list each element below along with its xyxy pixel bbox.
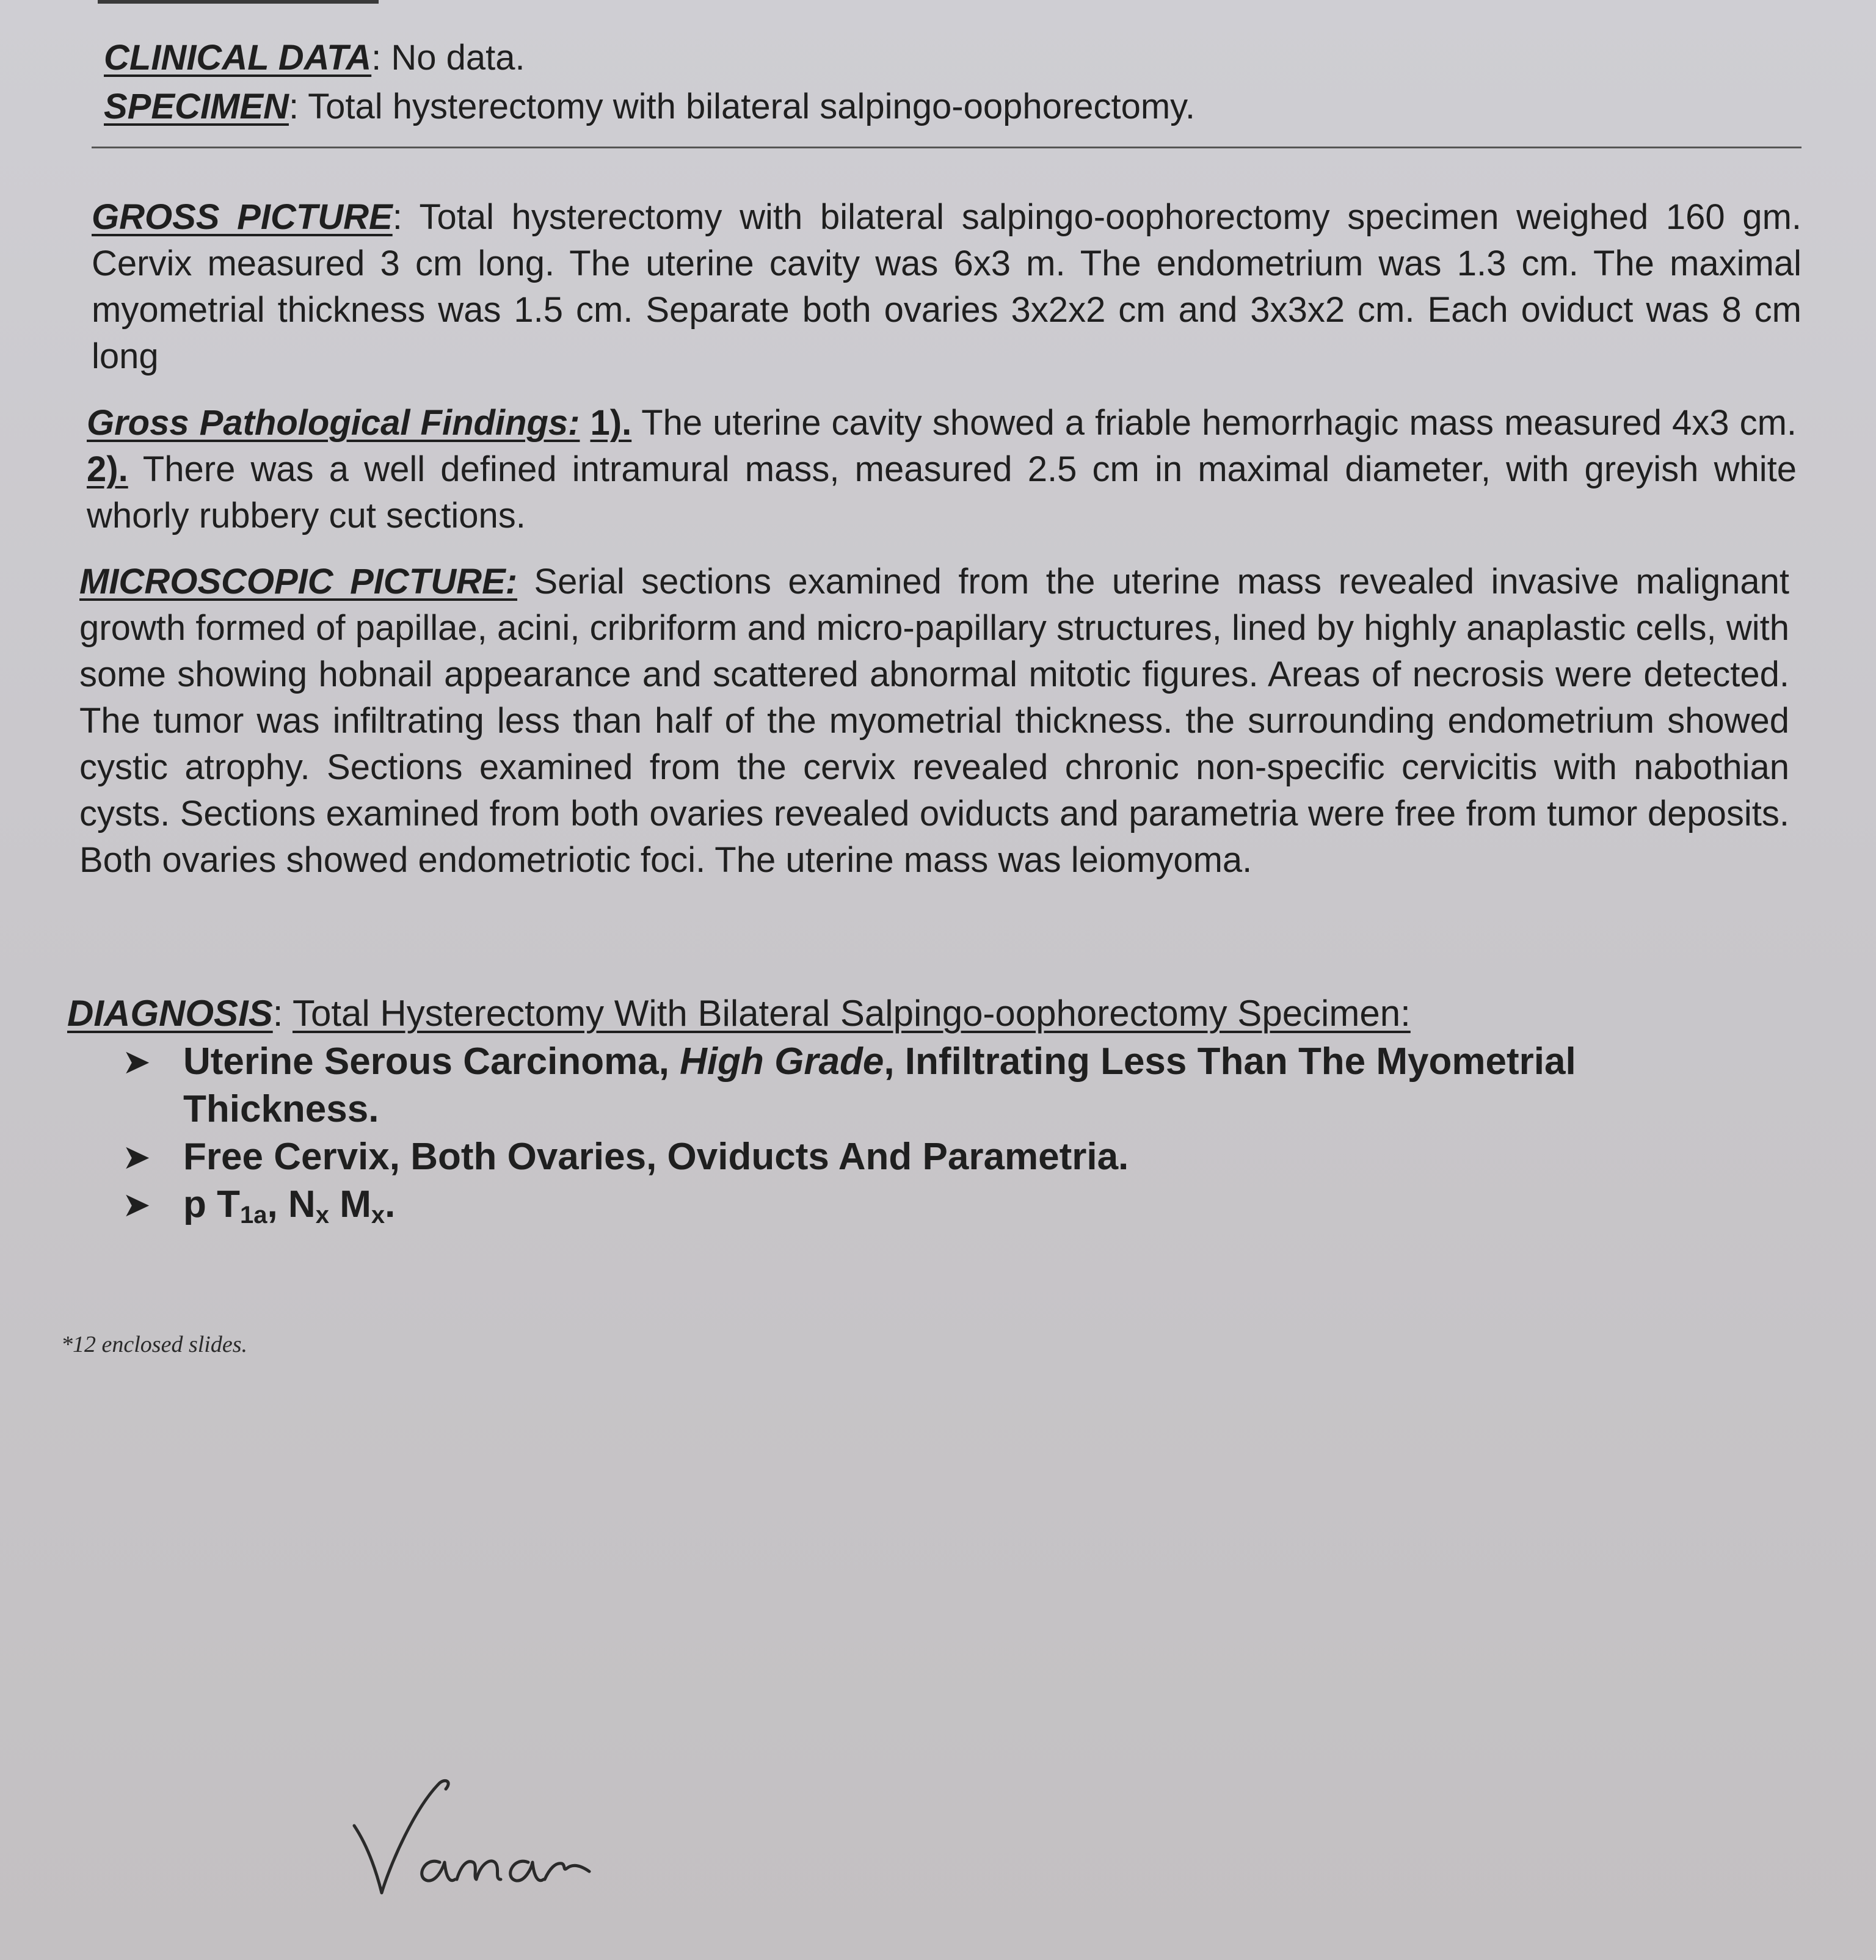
tnm-m-sub: x — [371, 1202, 385, 1229]
diagnosis-item-text — [183, 1038, 1771, 1133]
tnm-staging — [183, 1181, 1771, 1239]
tnm-n: , N — [267, 1183, 316, 1225]
signature — [348, 1771, 623, 1917]
diagnosis-item-text: Free Cervix, Both Ovaries, Oviducts And Parametria. — [183, 1136, 1129, 1178]
diagnosis-list — [122, 1038, 1771, 1239]
finding-text-2: There was a well defined intramural mass, measured 2.5 cm in maximal diameter, with greyish white whorly rubbery cut sections. — [87, 449, 1797, 535]
clinical-data-value: : No data. — [371, 38, 525, 78]
microscopic-paragraph — [79, 559, 1789, 884]
finding-number-2: 2). — [87, 449, 128, 489]
diagnosis-item — [122, 1133, 1771, 1181]
diagnosis-heading — [67, 989, 1838, 1038]
gross-picture-text: : Total hysterectomy with bilateral salpingo-oophorectomy specimen weighed 160 gm. Cervix measured 3 cm long. The uterine cavity was 6x3 m. The endometrium was 1.3 cm. The maximal myometrial thickness was 1.5 cm. Separate both ovaries 3x2x2 cm and 3x3x2 cm. Each oviduct was 8 cm long — [92, 197, 1801, 376]
diagnosis-item1-part-a: Uterine Serous Carcinoma, — [183, 1040, 680, 1083]
gross-picture-label: GROSS PICTURE — [92, 197, 393, 237]
tnm-t: p T — [183, 1183, 240, 1225]
arrowhead-bullet-icon: ➤ — [122, 1185, 151, 1224]
gross-picture-paragraph — [92, 194, 1801, 380]
tnm-n-sub: x — [315, 1202, 329, 1229]
diagnosis-item — [122, 1181, 1771, 1239]
finding-number-1: 1). — [590, 403, 632, 443]
tnm-m: M — [329, 1183, 371, 1225]
diagnosis-item1-grade: High Grade — [680, 1040, 884, 1083]
specimen-line — [104, 82, 1814, 131]
arrowhead-bullet-icon: ➤ — [122, 1042, 151, 1081]
diagnosis-separator: : — [272, 993, 293, 1034]
gross-findings-paragraph — [87, 400, 1797, 539]
diagnosis-item1-part-c: , Infiltrating Less Than The Myometrial Thickness. — [183, 1040, 1576, 1130]
microscopic-text: Serial sections examined from the uterine mass revealed invasive malignant growth formed of papillae, acini, cribriform and micro-papillary structures, lined by highly anaplastic cells, with some showing hobnail appearance and scattered abnormal mitotic figures. Areas of necrosis were detected. The tumor was infiltrating less than half of the myometrial thickness. the surrounding endometrium showed cystic atrophy. Sections examined from the cervix revealed chronic non-specific cervicitis with nabothian cysts. Sections examined from both ovaries revealed oviducts and parametria were free from tumor deposits. Both ovaries showed endometriotic foci. The uterine mass was leiomyoma. — [79, 562, 1790, 880]
tnm-end: . — [385, 1183, 396, 1225]
finding-text-1: The uterine cavity showed a friable hemorrhagic mass measured 4x3 cm. — [631, 403, 1797, 443]
clinical-data-label: CLINICAL DATA — [104, 38, 372, 78]
gross-findings-label: Gross Pathological Findings: — [87, 403, 580, 443]
diagnosis-title: Total Hysterectomy With Bilateral Salpingo-oophorectomy Specimen: — [292, 993, 1411, 1034]
clinical-data-line — [104, 34, 1814, 82]
header-block — [104, 34, 1814, 131]
top-rule — [98, 0, 379, 4]
microscopic-label: MICROSCOPIC PICTURE: — [79, 562, 518, 601]
tnm-t-sub: 1a — [239, 1202, 267, 1229]
footnote: *12 enclosed slides. — [61, 1332, 248, 1357]
diagnosis-item — [122, 1038, 1771, 1133]
diagnosis-label: DIAGNOSIS — [67, 993, 273, 1034]
specimen-label: SPECIMEN — [104, 87, 289, 126]
arrowhead-bullet-icon: ➤ — [122, 1138, 151, 1176]
specimen-value: : Total hysterectomy with bilateral salpingo-oophorectomy. — [288, 87, 1195, 126]
section-divider — [92, 147, 1801, 148]
